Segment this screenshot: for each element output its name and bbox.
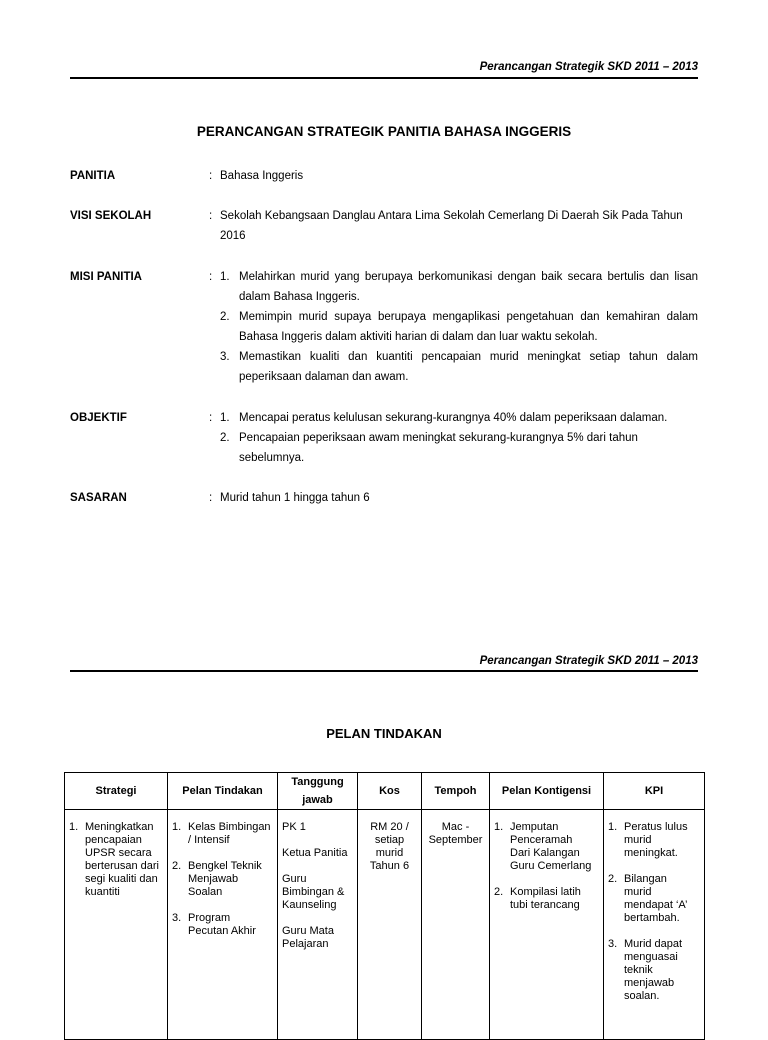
page-header: Perancangan Strategik SKD 2011 – 2013	[479, 61, 698, 73]
kos-cell: RM 20 / setiap murid Tahun 6	[358, 810, 422, 1040]
column-header: KPI	[604, 773, 705, 810]
objektif-colon: :	[209, 412, 213, 424]
column-header: Pelan Tindakan	[168, 773, 278, 810]
column-header: Tempoh	[422, 773, 490, 810]
header-rule	[70, 77, 698, 79]
misi-label: MISI PANITIA	[70, 271, 142, 283]
panitia-colon: :	[209, 170, 213, 182]
header-rule-2	[70, 670, 698, 672]
list-item: 3. Program Pecutan Akhir	[172, 912, 256, 937]
tanggungjawab-cell: PK 1 Ketua Panitia Guru Bimbingan & Kaunseling Guru Mata Pelajaran	[278, 810, 358, 1040]
action-plan-table	[64, 772, 705, 1040]
list-item: 2. Bilangan murid mendapat ‘A’ bertambah.	[608, 873, 687, 924]
visi-colon: :	[209, 210, 213, 222]
column-header: Kos	[358, 773, 422, 810]
sasaran-colon: :	[209, 492, 213, 504]
section-title: PELAN TINDAKAN	[326, 726, 442, 741]
misi-colon: :	[209, 271, 213, 283]
column-header: Strategi	[65, 773, 168, 810]
list-item: 1. Melahirkan murid yang berupaya berkomunikasi dengan baik secara bertulis dan lisan dalam Bahasa Inggeris.	[220, 271, 698, 303]
visi-label: VISI SEKOLAH	[70, 210, 152, 222]
panitia-label: PANITIA	[70, 170, 116, 182]
list-item: 3. Memastikan kualiti dan kuantiti pencapaian murid meningkat setiap tahun dalam peperiksaan dalaman dan awam.	[220, 351, 698, 383]
sasaran-value: Murid tahun 1 hingga tahun 6	[220, 492, 370, 504]
pelan-cell	[168, 810, 278, 1040]
list-item: 1. Mencapai peratus kelulusan sekurang-kurangnya 40% dalam peperiksaan dalaman.	[220, 412, 668, 424]
strategi-cell	[65, 810, 168, 1040]
list-item: 2. Memimpin murid supaya berupaya mengaplikasi pengetahuan dan kemahiran dalam Bahasa Inggeris dalam aktiviti harian di dalam dan luar waktu sekolah.	[220, 311, 698, 343]
list-item: 1. Kelas Bimbingan / Intensif	[172, 821, 271, 846]
tempoh-cell: Mac - September	[422, 810, 490, 1040]
column-header: Pelan Kontigensi	[490, 773, 604, 810]
table-header-row	[65, 773, 705, 810]
kpi-cell	[604, 810, 705, 1040]
list-item: 1. Meningkatkan pencapaian UPSR secara berterusan dari segi kualiti dan kuantiti	[69, 821, 159, 898]
page-header-2: Perancangan Strategik SKD 2011 – 2013	[479, 655, 698, 667]
sasaran-label: SASARAN	[70, 492, 127, 504]
table-row	[65, 810, 705, 1040]
list-item: 2. Bengkel Teknik Menjawab Soalan	[172, 860, 262, 898]
objektif-label: OBJEKTIF	[70, 412, 127, 424]
list-item: 1. Jemputan Penceramah Dari Kalangan Guru Cemerlang	[494, 821, 592, 872]
list-item: 3. Murid dapat menguasai teknik menjawab soalan.	[608, 938, 683, 1002]
objektif-list	[220, 408, 698, 468]
list-item: 1. Peratus lulus murid meningkat.	[608, 821, 688, 859]
misi-list	[220, 267, 698, 387]
list-item: 2. Pencapaian peperiksaan awam meningkat sekurang-kurangnya 5% dari tahun sebelumnya.	[220, 432, 638, 464]
list-item: 2. Kompilasi latih tubi terancang	[494, 886, 581, 911]
visi-value: Sekolah Kebangsaan Danglau Antara Lima Sekolah Cemerlang Di Daerah Sik Pada Tahun 2016	[220, 210, 683, 242]
panitia-value: Bahasa Inggeris	[220, 170, 304, 182]
kontigensi-cell	[490, 810, 604, 1040]
column-header: Tanggung jawab	[278, 773, 358, 810]
page-title: PERANCANGAN STRATEGIK PANITIA BAHASA INGGERIS	[196, 124, 572, 139]
